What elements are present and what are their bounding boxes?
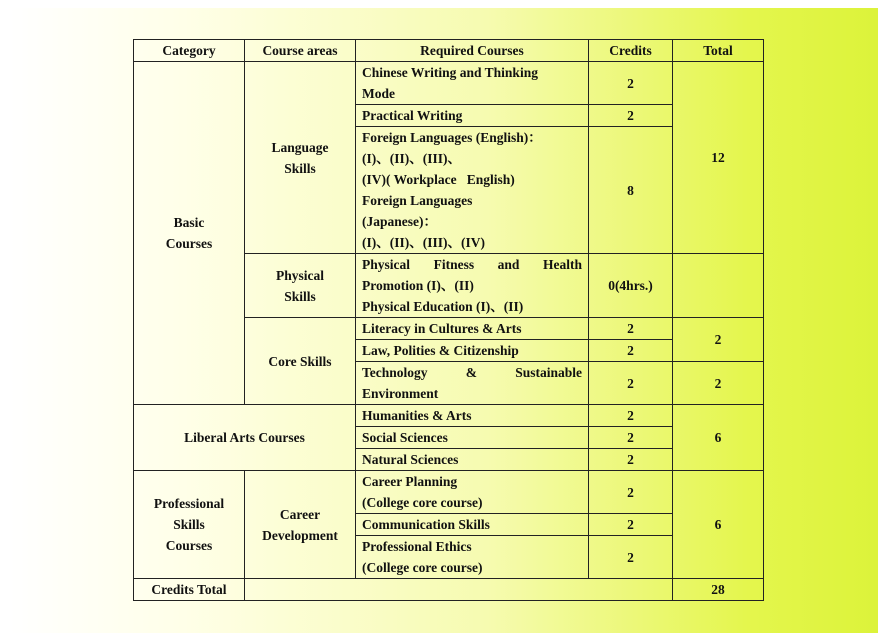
course-literacy: Literacy in Cultures & Arts [356,318,589,340]
credits-cell: 2 [589,449,673,471]
credits-cell: 2 [589,514,673,536]
footer-row [134,579,764,601]
credits-cell: 8 [589,127,673,254]
header-row [134,40,764,62]
total-professional: 6 [673,471,764,579]
area-career-development: Career Development [245,471,356,579]
course-law: Law, Polities & Citizenship [356,340,589,362]
table-row [134,62,764,105]
credits-cell: 2 [589,362,673,405]
header-credits: Credits [589,40,673,62]
total-core-2: 2 [673,362,764,405]
credits-cell: 2 [589,340,673,362]
document-page [10,8,878,633]
category-professional-skills: Professional Skills Courses [134,471,245,579]
course-social-sciences: Social Sciences [356,427,589,449]
header-required-courses: Required Courses [356,40,589,62]
total-core-1: 2 [673,318,764,362]
credits-total-value: 28 [673,579,764,601]
course-natural-sciences: Natural Sciences [356,449,589,471]
credits-cell: 2 [589,471,673,514]
area-physical-skills: Physical Skills [245,254,356,318]
credits-cell: 2 [589,105,673,127]
credits-cell: 2 [589,62,673,105]
credits-cell: 2 [589,318,673,340]
course-communication-skills: Communication Skills [356,514,589,536]
credits-cell: 0(4hrs.) [589,254,673,318]
area-language-skills: Language Skills [245,62,356,254]
header-category: Category [134,40,245,62]
course-physical-fitness: Physical Fitness and Health Promotion (I)、(II) Physical Education (I)、(II) [356,254,589,318]
course-technology: Technology & Sustainable Environment [356,362,589,405]
credits-total-label: Credits Total [134,579,245,601]
course-humanities: Humanities & Arts [356,405,589,427]
total-physical-empty [673,254,764,318]
table-row [134,405,764,427]
total-language-skills: 12 [673,62,764,254]
course-chinese-writing: Chinese Writing and Thinking Mode [356,62,589,105]
credits-total-empty [245,579,673,601]
total-liberal-arts: 6 [673,405,764,471]
header-total: Total [673,40,764,62]
header-course-areas: Course areas [245,40,356,62]
category-basic-courses: Basic Courses [134,62,245,405]
table-row [134,471,764,514]
category-liberal-arts: Liberal Arts Courses [134,405,356,471]
area-core-skills: Core Skills [245,318,356,405]
course-professional-ethics: Professional Ethics (College core course) [356,536,589,579]
credits-cell: 2 [589,536,673,579]
credits-cell: 2 [589,427,673,449]
course-career-planning: Career Planning (College core course) [356,471,589,514]
course-foreign-languages: Foreign Languages (English)： (I)、(II)、(III)、 (IV)( Workplace English) Foreign Languages (Japanese)： (I)、(II)、(III)、(IV) [356,127,589,254]
credits-table [133,39,764,601]
credits-cell: 2 [589,405,673,427]
course-practical-writing: Practical Writing [356,105,589,127]
